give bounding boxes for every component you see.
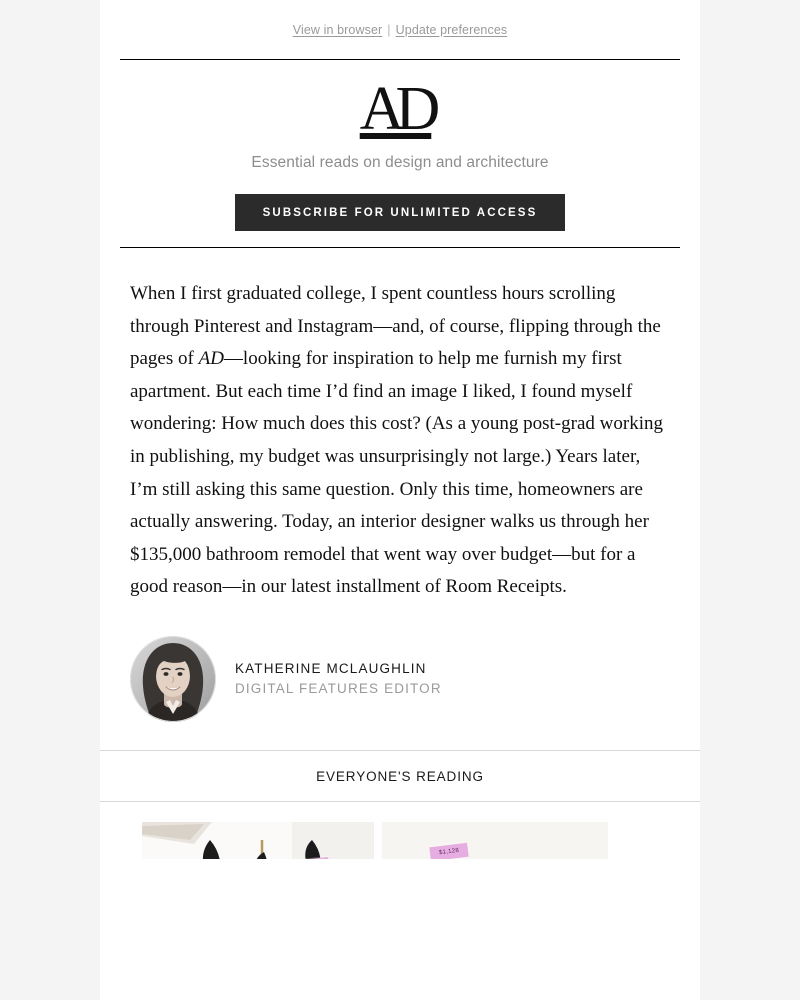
author-byline: [100, 610, 700, 750]
letter-part-1: When I first graduated college, I spent countless hours scrolling through Pinterest and Instagram—and, of course, flipping through the pages of: [130, 283, 661, 370]
editor-letter: [100, 248, 700, 610]
tagline: Essential reads on design and architecture: [251, 154, 549, 171]
update-preferences-link[interactable]: Update preferences: [395, 22, 508, 37]
letter-paragraph: [130, 278, 670, 604]
section-header-everyones-reading: EVERYONE'S READING: [316, 768, 484, 784]
email-body: [100, 0, 700, 1000]
author-portrait-icon: [130, 636, 216, 722]
preheader-links: [100, 0, 700, 59]
masthead: [100, 60, 700, 247]
letter-part-2: —looking for inspiration to help me furnish my first apartment. But each time I’d find an image I liked, I found myself wondering: How much does this cost? (As a young post-grad working in publishing, my budget was unsurprisingly not large.) Years later, I’m still asking this same question. Only this time, homeowners are actually answering. Today, an interior designer walks us through her $135,000 bathroom remodel that went way over budget—but for a good reason—in our latest installment of Room Receipts.: [130, 348, 663, 598]
author-role: DIGITAL FEATURES EDITOR: [235, 680, 442, 696]
byline-text: [235, 659, 442, 698]
divider-section-bottom: [100, 801, 700, 802]
subscribe-button[interactable]: SUBSCRIBE FOR UNLIMITED ACCESS: [235, 194, 566, 231]
preheader-separator: |: [387, 22, 391, 37]
author-name: KATHERINE MCLAUGHLIN: [235, 661, 427, 677]
avatar: [130, 636, 216, 722]
ad-logo[interactable]: AD: [359, 75, 432, 143]
view-in-browser-link[interactable]: View in browser: [292, 22, 383, 37]
letter-italic-ad: AD: [198, 348, 224, 370]
